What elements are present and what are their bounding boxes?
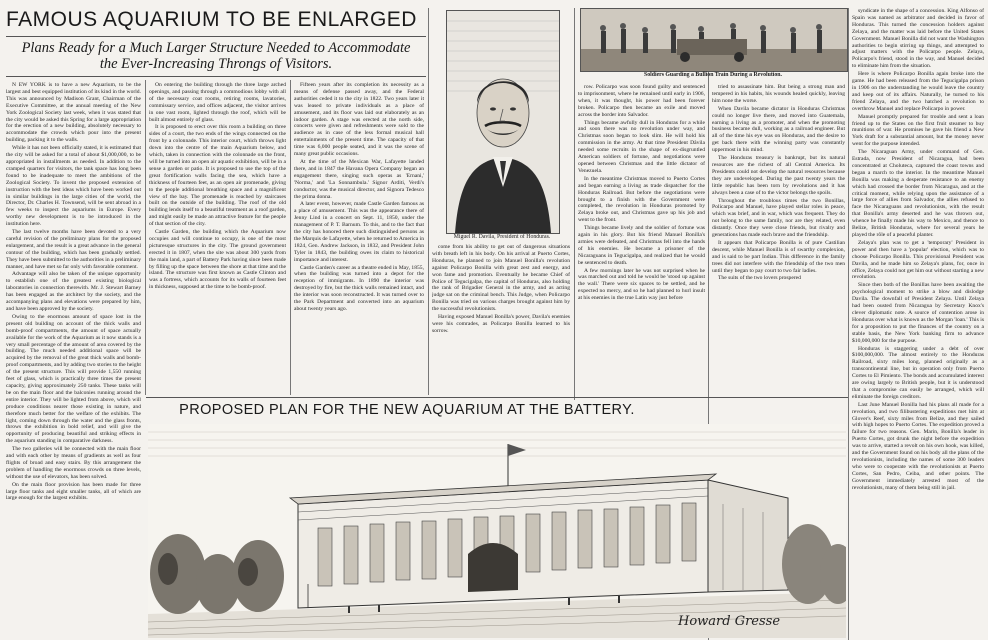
paragraph: syndicate in the shape of a concession. King Alfonso of Spain was named as arbitrator and decided in favor of Honduras. This turned the concession holders against Zelaya, and the matter was laid before the United States Government. Manuel Bonilla did not want the Washington authorities to begin stirring up things, and attempted to adjust matters with the Policarpo people. Zelaya, Policarpo's friend, stood in the way, and Manuel decided to eliminate him from the situation. xyxy=(852,8,984,70)
article-column-1 xyxy=(6,82,141,636)
illustration-rule xyxy=(146,397,848,398)
article-headline: FAMOUS AQUARIUM TO BE ENLARGED xyxy=(6,8,417,31)
portrait-illustration xyxy=(446,10,560,234)
article-column-2 xyxy=(149,82,286,394)
paragraph: row. Policarpo was soon found guilty and sentenced to imprisonment, where he remained until early in 1906, when, it was thought, his power had been forever broken. Policarpo then became an exile and moved across the border into Salvador. xyxy=(578,84,705,118)
column-divider xyxy=(574,8,575,400)
headline-rule xyxy=(6,36,426,37)
deck-rule xyxy=(6,76,426,77)
column-divider xyxy=(848,8,849,640)
article-deck xyxy=(6,40,426,74)
photo-caption: Soldiers Guarding a Bullion Train During a Revolution. xyxy=(644,72,782,78)
paragraph: Honduras is staggering under a debt of over $100,000,000. The almost entirely to the Honduras Railroad, sixty miles long, planned originally as a transcontinental line, but in operation only from Puerto Cortes to El Pimiento. The bonds and accumulated interest are owing largely to British people, but it is understood that a compromise can easily be arranged, which will eliminate the foreign creditors. xyxy=(852,345,984,400)
column-divider xyxy=(428,8,429,395)
paragraph: N EW YORK is to have a new Aquarium, to be the largest and best equipped institution of its kind in the world. This was announced by Madison Grant, Chairman of the Executive Committee, at the annual meeting of the New York Zoological Society last week, when it was stated that the city would be asked this Spring for a large appropriation for the erection of a new building, absolutely necessary to accommodate the crowds which pour into the present building, packing it to the walls. xyxy=(6,82,141,144)
paragraph: On the main floor provision has been made for three large floor tanks and eight smaller tanks, all of which are large enough for the largest exhibits. xyxy=(6,481,141,502)
paragraph: come from his ability to get out of dangerous situations with breath left in his body. On his arrival at Puerto Cortes, Honduras, he planned to join Manuel Bonilla's revolution against Policarpo Bonilla with great zest and energy, and won fame and promotion. Eventually he became Chief of Police of Tegucigalpa, the capital of Honduras, also holding the rank of Brigadier General in the army, and as acting judge sat on the criminal bench. This Judge, when Policarpo Bonilla was tried on various charges brought against him by the successful revolutionists. xyxy=(432,244,570,313)
soldiers-photo-drawing xyxy=(581,9,847,71)
paragraph: It is proposed to erect over this room a building on three sides of a court, the two ends of the wings connected on the front by a colonnade. This interior court, which throws light down into the centre of the main Aquarium below, and which, taken in connection with the colonnade on the front, will be turned into an open air aquatic exhibition, will be in a sense a garden or patio. It is proposed to use the top of the great fortification walls facing the sea, which have a thickness of fourteen feet, as an open air promenade, giving to the people additional breathing space and a magnificent view of the bay. The promenade is reached by staircases built on the outside of the building. The roof of the old building lends itself to a beautiful treatment as a roof garden, and might easily be made an attractive feature for the people of that section of the city. xyxy=(149,124,286,228)
aquarium-building-drawing xyxy=(148,424,846,638)
paragraph: While it has not been officially stated, it is estimated that the city will be asked for a total of about $1,000,000, to be appropriated in installments as needed. In addition to the cramped quarters for visitors, the tank space has long been found to be inadequate to meet the ambitions of the Zoological Society. To invent the proposed extension of instruction with the best ideas which have been worked out in similar buildings in the large cities of the world, the Director, Dr. Charles H. Townsend, will be sent abroad in a few weeks to inspect the aquariums in Europe. Every worthy new development is to be introduced in the institution here. xyxy=(6,145,141,228)
article-column-6 xyxy=(712,84,845,396)
aquarium-plan-illustration xyxy=(148,424,846,638)
artist-signature: Howard Gresse xyxy=(678,614,781,629)
portrait-drawing xyxy=(447,11,559,233)
paragraph: Manuel promptly prepared for trouble and sent a loan friend up to the States on the first fruit steamer to buy munitions of war. He promises he gave his friend a New York draft for a substantial amount, but the money never went for the purpose intended. xyxy=(852,113,984,148)
deck-line-2: the Ever-Increasing Throngs of Visitors. xyxy=(99,56,333,72)
paragraph: Things became awfully dull in Honduras for a while and soon there was no revolution under way, and Christmas soon began to look slim. He will hold his commission in the army. At that time President Dâvila needed some recruits in the shape of ex-disgruntled American soldiers of fortune, and negotiations were opened between Christmas and the little dictator of Venezuela. xyxy=(578,119,705,174)
paragraph: Things became lively and the soldier of fortune was again in his glory. But his friend Manuel Bonilla's armies were defeated, and Christmas fell into the hands of his enemies. He became a prisoner of the Nicaraguans in Tegucigalpa, and realized that he would be sentenced to death. xyxy=(578,225,705,266)
paragraph: The last twelve months have been devoted to a very careful revision of the preliminary plans for the proposed enlargement, and the result is a great advance in the general contour of the building, which has been gradually settled. They have been submitted to the authorities in a preliminary manner, and have met so far only with favorable comment. xyxy=(6,229,141,270)
paragraph: tried to assassinate him. But being a strong man and tempered in his habits, his wounds healed quickly, leaving him none the worse. xyxy=(712,84,845,104)
article-column-3 xyxy=(294,82,424,394)
paragraph: Advantage will also be taken of the unique opportunity to establish one of the greatest existing biological laboratories in connection therewith. Mr. J. Stewart Barney has been engaged as the architect by the society, and the accompanying plans and elevations were prepared by him, and have been approved by the society. xyxy=(6,271,141,312)
article-column-4 xyxy=(432,244,570,394)
paragraph: Throughout the troublous times the two Bonillas, Policarpo and Manuel, have played stellar roles in peace, which was brief, and in war, which was frequent. They do not belong to the same family, nor are they related, even distantly. Once they were close friends, but rivalry and generations has made each brave and the friendship. xyxy=(712,197,845,239)
paragraph: Here is where Policarpo Bonilla again broke into the game. He had been released from the Tegucigalpa prison in 1906 on the understanding he would leave the country and keep out of its affairs. Naturally, he turned to his friend Zelaya, and the two hatched a revolution to overthrow Manuel and replace Policarpo in power. xyxy=(852,71,984,112)
paragraph: It appears that Policarpo Bonilla is of pure Castilian descent, while Manuel Bonilla is of swarthy complexion, and is said to be part Indian. This difference in the family trees did not interfere with the friendship of the two men until they began to pay court to two fair ladies. xyxy=(712,239,845,274)
paragraph: At the time of the Mexican War, Lafayette landed there, and in 1847 the Havana Opera Company began an engagement there, singing such operas as 'Ernani,' 'Norma,' and 'La Sonnambula.' Signor Arditi, Verdi's conductor, was the musical director, and Signora Tedesco the prima donna. xyxy=(294,158,424,200)
article-column-7 xyxy=(852,8,984,636)
paragraph: The suits of the two lovers prospered xyxy=(718,275,801,282)
paragraph: Having exposed Manuel Bonilla's power, Davila's enemies were his comrades, as Policarpo Bonilla learned to his sorrow. xyxy=(432,314,570,334)
paragraph: Owing to the enormous amount of space lost in the present old building on account of the thick walls and bomb-proof compartments, the amount of space actually available for the work of the Aquarium as it now stands is a very small percentage of the amount of area covered by the building. The much needed additional space will be acquired by the removal of the great thick walls and bomb-proof compartments, and by adding two stories to the height of the present structure. This will provide 1,550 running feet of glass, which is practically three times the present capacity, giving approximately 250 tanks. These tanks will be on the main floor and the balconies running around the entire interior. They will be lighted from above, which will produce conditions nearer those existing in nature, and therefore much better for the welfare of the exhibits. The light, coming down through the water and the glass fronts, throws the exhibition in bold relief, and will give the opportunity of producing beautiful and striking effects in the aquarium standing in comparative darkness. xyxy=(6,313,141,445)
paragraph: Since then both of the Bonillas have been awaiting the psychological moment to strike a blow and dislodge Davila. The downfall of President Zelaya. Until Zelaya had been ousted from Nicaragua by Secretary Knox's clever diplomatic note. A source of contention arose in Honduras over what is known as the Morgan 'loan.' This is for a proposition to put the finances of the country on a stable basis, the New York banking firm to advance $10,000,000 for the purpose. xyxy=(852,282,984,344)
paragraph: In the meantime Christmas moved to Puerto Cortes and began earning a living as trade dispatcher for the Honduras Railroad. But before the negotiations were brought to a finish with the Government were completed, the revolution in Honduras promoted by Zelaya broke out, and Christmas gave up his job and went to the front. xyxy=(578,175,705,224)
illustration-title: PROPOSED PLAN FOR THE NEW AQUARIUM AT THE BATTERY. xyxy=(179,402,635,418)
column-divider xyxy=(145,80,146,395)
paragraph: A later event, however, made Castle Garden famous as a place of amusement. This was the appearance there of Jenny Lind in a concert on Sept. 11, 1850, under the management of P. T. Barnum. To this, and to the fact that the city has honored there such distinguished persons as the Marquis de Lafayette, when he returned to America in 1824, Gen. Andrew Jackson, in 1832, and President John Tyler in 1843, the building owes its claim to historical importance and interest. xyxy=(294,201,424,263)
paragraph: Zelaya's plan was to get a 'temporary' President in power and then have a 'popular' election, which was to choose Policarpo Bonilla. This provisional President was Davila, and he made him so Zelaya's plans, for, once in office, Zelaya could not get him out without starting a new revolution. xyxy=(852,239,984,281)
deck-line-1: Plans Ready for a Much Larger Structure Needed to Accommodate xyxy=(21,40,411,56)
portrait-caption: Miguel R. Davila, President of Honduras. xyxy=(453,234,551,240)
paragraph: On entering the building through the three large arched openings, and passing through a commodious lobby with all of the necessary coat rooms, retiring rooms, lavatories, commissary service, and offices adjacent, the visitor arrives in one vast room, lighted through the roof, which will be built almost entirely of glass. xyxy=(149,82,286,123)
paragraph: When Davila became dictator in Honduras Christmas could no longer live there, and moved into Guatemala, earning a living as a promoter, and when the promoting business became dull, working as a railroad engineer. But all of the time his eye was on Honduras, and the desire to get back there with the winning party was constantly uppermost in his mind. xyxy=(712,105,845,154)
soldiers-photo xyxy=(580,8,848,72)
paragraph: The Nicaraguan Army, under command of Gen. Estrada, now President of Nicaragua, had been concentrated at Choluteca, captured the coast towns and began a march to the interior. In the meantime Manuel Bonilla was making a desperate resistance to an enemy which had crossed the border from Nicaragua, and at the critical moment, while relying upon the assistance of a large force of allies from Salvador, the allies refused to face the Nicaraguans and revolutionists, with the result that Bonilla's army deserted and he was thrown out, whence he finally made his way to Mexico, and thence to Belize, British Honduras, where for several years he played the rôle of a peaceful planter. xyxy=(852,149,984,238)
paragraph: Last June Manuel Bonilla had his plans all made for a revolution, and two filibustering expeditions met him at Glover's Reef, sixty miles from Belize, and they sailed with high hopes to Puerto Cortes. The expedition proved a failure for two reasons. Gen. Marin, Bonilla's leader in Puerto Cortes, got drunk the night before the expedition was to arrive, started a revolt on his own hook, was killed, and the Government found on his body all the plans of the revolutionists, including the names of some 300 leaders who were to cooperate with the revolutionists at Puerto Cortes, San Pedro, Ceiba, and other points. The Government immediately arrested most of the revolutionists, many of them being still in jail. xyxy=(852,401,984,491)
paragraph: Fifteen years after its completion its necessity as a means of defense passed away, and the Federal authorities ceded it to the city in 1822. Two years later it was leased to private individuals as a place of amusement, and its floor was laid out elaborately as an indoor garden. A stage was erected at the north side, concerts were given and refreshments were sold to the audience as in case of the less formal musical hall entertainments of the present time. The capacity of that time was 6,000 people seated, and it was the scene of many great public occasions. xyxy=(294,82,424,158)
article-column-5 xyxy=(578,84,705,396)
paragraph: A few mornings later he was not surprised when he was marched out and told he would be 'stood up against the wall.' There were six spaces to be settled, and he expected no mercy, and so he had planned to hurl insult at his enemies in the true Latin way just before xyxy=(578,267,705,302)
paragraph: The Honduras treasury is bankrupt, but its natural resources are the richest of all Central America. Its Presidents could not develop the natural resources because they are undeveloped. During the past twenty years the little republic has been torn by revolutions and it has always been a case of to the victor belongs the spoils. xyxy=(712,155,845,196)
paragraph: Castle Garden, the building which the Aquarium now occupies and will continue to occupy, is one of the most picturesque structures in the city. The ground government erected it in 1807, when the site was about 300 yards from the main land, a part of Battery Park having since been made by filling up the space between the shore at that time and the island. The structure was first known as Castle Clinton and was a fortress, which accounts for its walls of fourteen feet in thickness, supposed at the time to be bomb-proof. xyxy=(149,229,286,291)
paragraph: The two galleries will be connected with the main floor and with each other by means of gradients as well as four flights of broad and easy stairs. By this arrangement the problem of handling the enormous crowds on three levels, without the use of elevators, has been solved. xyxy=(6,446,141,480)
paragraph: Castle Garden's career as a theatre ended in May, 1855, when the building was turned into a depot for the reception of immigrants. In 1890 the interior was destroyed by fire, but the thick walls remained intact, and the interior was soon reconstructed. It was turned over to the Park Department and converted into an aquarium about twenty years ago. xyxy=(294,264,424,312)
column-divider xyxy=(290,80,291,395)
